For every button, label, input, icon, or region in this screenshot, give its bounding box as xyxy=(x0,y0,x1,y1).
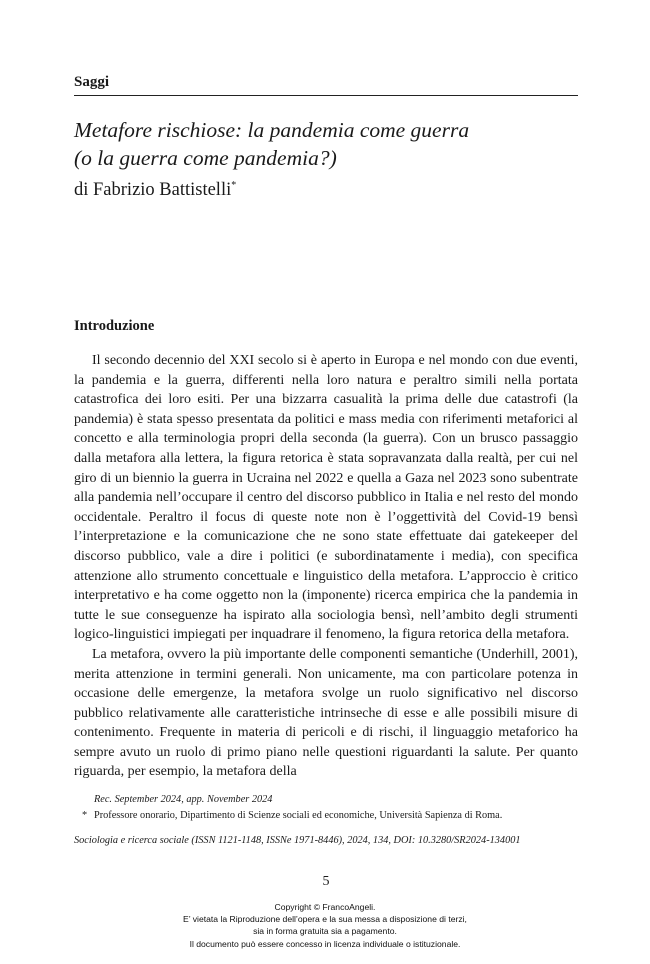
article-body xyxy=(74,351,578,782)
article-author xyxy=(74,180,236,201)
received-note: Rec. September 2024, app. November 2024 xyxy=(94,794,273,805)
journal-citation: Sociologia e ricerca sociale (ISSN 1121-1148, ISSNe 1971-8446), 2024, 134, DOI: 10.3280/SR2024-134001 xyxy=(74,835,521,846)
section-label: Saggi xyxy=(74,74,110,90)
copyright-line-4: Il documento può essere concesso in licenza individuale o istituzionale. xyxy=(189,938,461,949)
article-title xyxy=(74,116,578,172)
copyright-notice xyxy=(0,901,650,950)
affiliation-text: Professore onorario, Dipartimento di Scienze sociali ed economiche, Università Sapienza di Roma. xyxy=(94,810,503,821)
copyright-line-2: E’ vietata la Riproduzione dell’opera e la sua messa a disposizione di terzi, xyxy=(183,914,467,925)
body-paragraph-1: Il secondo decennio del XXI secolo si è aperto in Europa e nel mondo con due eventi, la pandemia e la guerra, differenti nella loro natura e peraltro simili nella portata catastrofica dei loro esiti. Per una bizzarra casualità la prima delle due catastrofi (la pandemia) è stata spesso presentata da politici e mass media con riferimenti metaforici al concetto e alla terminologia propri della seconda (la guerra). Con un brusco passaggio dalla metafora alla lettera, la figura retorica è stata sopravanzata dalla realtà, per cui nel giro di un biennio la guerra in Ucraina nel 2022 e quella a Gaza nel 2023 sono subentrate alla pandemia nell’occupare il centro del discorso pubblico in Italia e nel resto del mondo occidentale. Peraltro il focus di queste note non è l’oggettività del Covid-19 bensì l’interpretazione e la comunicazione che ne sono state effettuate dai gatekeeper del discorso pubblico, vale a dire i politici (e subordinatamente i media), con specifica attenzione allo strumento concettuale e linguistico della metafora. L’approccio è critico interpretativo e ha come oggetto non la (imponente) ricerca empirica che la pandemia in tutte le sue conseguenze ha ispirato alla sociologia bensì, nell’ambito degli strumenti logico-linguistici impiegati per inquadrare il fenomeno, la figura retorica della metafora. xyxy=(74,353,578,643)
affiliation-mark: * xyxy=(82,810,88,821)
author-name: di Fabrizio Battistelli xyxy=(74,180,232,200)
section-heading: Introduzione xyxy=(74,318,155,334)
title-line-1: Metafore rischiose: la pandemia come guerra xyxy=(74,118,470,142)
title-line-2: (o la guerra come pandemia?) xyxy=(74,146,337,170)
footnotes xyxy=(74,792,578,824)
copyright-line-1: Copyright © FrancoAngeli. xyxy=(274,902,376,912)
copyright-line-3: sia in forma gratuita sia a pagamento. xyxy=(253,926,397,937)
section-divider xyxy=(74,95,578,96)
page-number: 5 xyxy=(322,874,330,889)
author-footnote-mark: * xyxy=(231,179,237,191)
affiliation-note xyxy=(74,808,578,824)
body-paragraph-2: La metafora, ovvero la più importante delle componenti semantiche (Underhill, 2001), merita attenzione in termini generali. Non unicamente, ma con particolare potenza in occasione delle emergenze, la metafora svolge un ruolo significativo nel discorso pubblico relativamente alle caratteristiche intrinseche di esse e alle possibili misure di contenimento. Frequente in materia di pericoli e di rischi, il linguaggio metaforico ha sempre avuto un ruolo di primo piano nelle questioni riguardanti la salute. Per quanto riguarda, per esempio, la metafora della xyxy=(74,646,578,780)
